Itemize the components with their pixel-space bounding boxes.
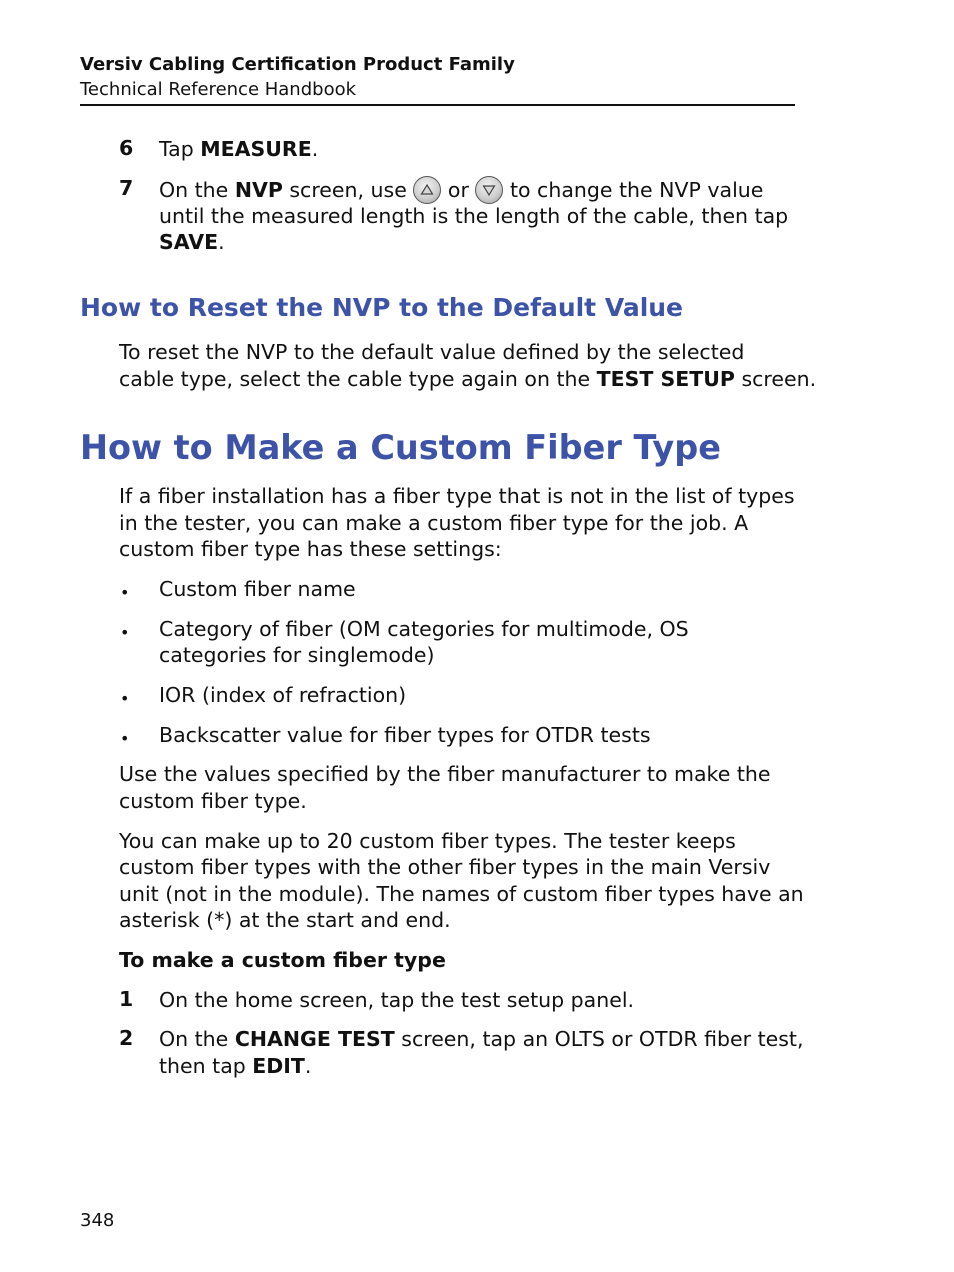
paragraph-line: custom fiber type has these settings:: [119, 537, 502, 561]
step-text: On the home screen, tap the test setup panel.: [159, 988, 635, 1012]
paragraph-line: custom fiber types with the other fiber types in the main Versiv: [119, 855, 771, 879]
paragraph-line: unit (not in the module). The names of custom fiber types have an: [119, 882, 804, 906]
bullet-icon: •: [120, 623, 130, 642]
paragraph-line: in the tester, you can make a custom fiber type for the job. A: [119, 511, 749, 535]
bullet-icon: •: [120, 689, 130, 708]
paragraph-line: You can make up to 20 custom fiber types. The tester keeps: [119, 829, 736, 853]
bullet-text: IOR (index of refraction): [159, 683, 407, 707]
paragraph-line: cable type, select the cable type again on the TEST SETUP screen.: [119, 367, 817, 391]
step-text-line: On the CHANGE TEST screen, tap an OLTS or OTDR fiber test,: [159, 1027, 804, 1051]
header-divider: [80, 104, 795, 106]
paragraph-line: To reset the NVP to the default value defined by the selected: [119, 340, 745, 364]
step-text: Tap MEASURE.: [159, 137, 319, 161]
section-heading-custom-fiber: How to Make a Custom Fiber Type: [80, 428, 721, 467]
step-number: 6: [119, 136, 134, 160]
bullet-text: categories for singlemode): [159, 643, 435, 667]
bullet-icon: •: [120, 583, 130, 602]
bullet-icon: •: [120, 729, 130, 748]
paragraph-line: custom fiber type.: [119, 789, 307, 813]
paragraph-line: asterisk (*) at the start and end.: [119, 908, 451, 932]
step-text-line: then tap EDIT.: [159, 1054, 312, 1078]
down-arrow-button-icon: [475, 176, 503, 204]
procedure-title: To make a custom fiber type: [119, 948, 446, 972]
section-heading-reset-nvp: How to Reset the NVP to the Default Value: [80, 293, 684, 322]
paragraph-line: Use the values specified by the fiber manufacturer to make the: [119, 762, 771, 786]
step-number: 2: [119, 1026, 134, 1050]
bullet-text: Backscatter value for fiber types for OTDR tests: [159, 723, 651, 747]
paragraph-line: If a fiber installation has a fiber type that is not in the list of types: [119, 484, 795, 508]
header-product-family: Versiv Cabling Certification Product Family: [80, 54, 515, 75]
bullet-text: Custom fiber name: [159, 577, 356, 601]
step-text-line: On the NVP screen, use or to change the NVP value: [159, 178, 764, 202]
up-arrow-button-icon: [413, 176, 441, 204]
step-text-line: until the measured length is the length of the cable, then tap: [159, 204, 789, 228]
bullet-text: Category of fiber (OM categories for multimode, OS: [159, 617, 689, 641]
step-number: 1: [119, 987, 134, 1011]
header-handbook-title: Technical Reference Handbook: [80, 79, 357, 100]
step-number: 7: [119, 176, 134, 200]
step-text-line: SAVE.: [159, 230, 225, 254]
page-number: 348: [80, 1210, 115, 1231]
